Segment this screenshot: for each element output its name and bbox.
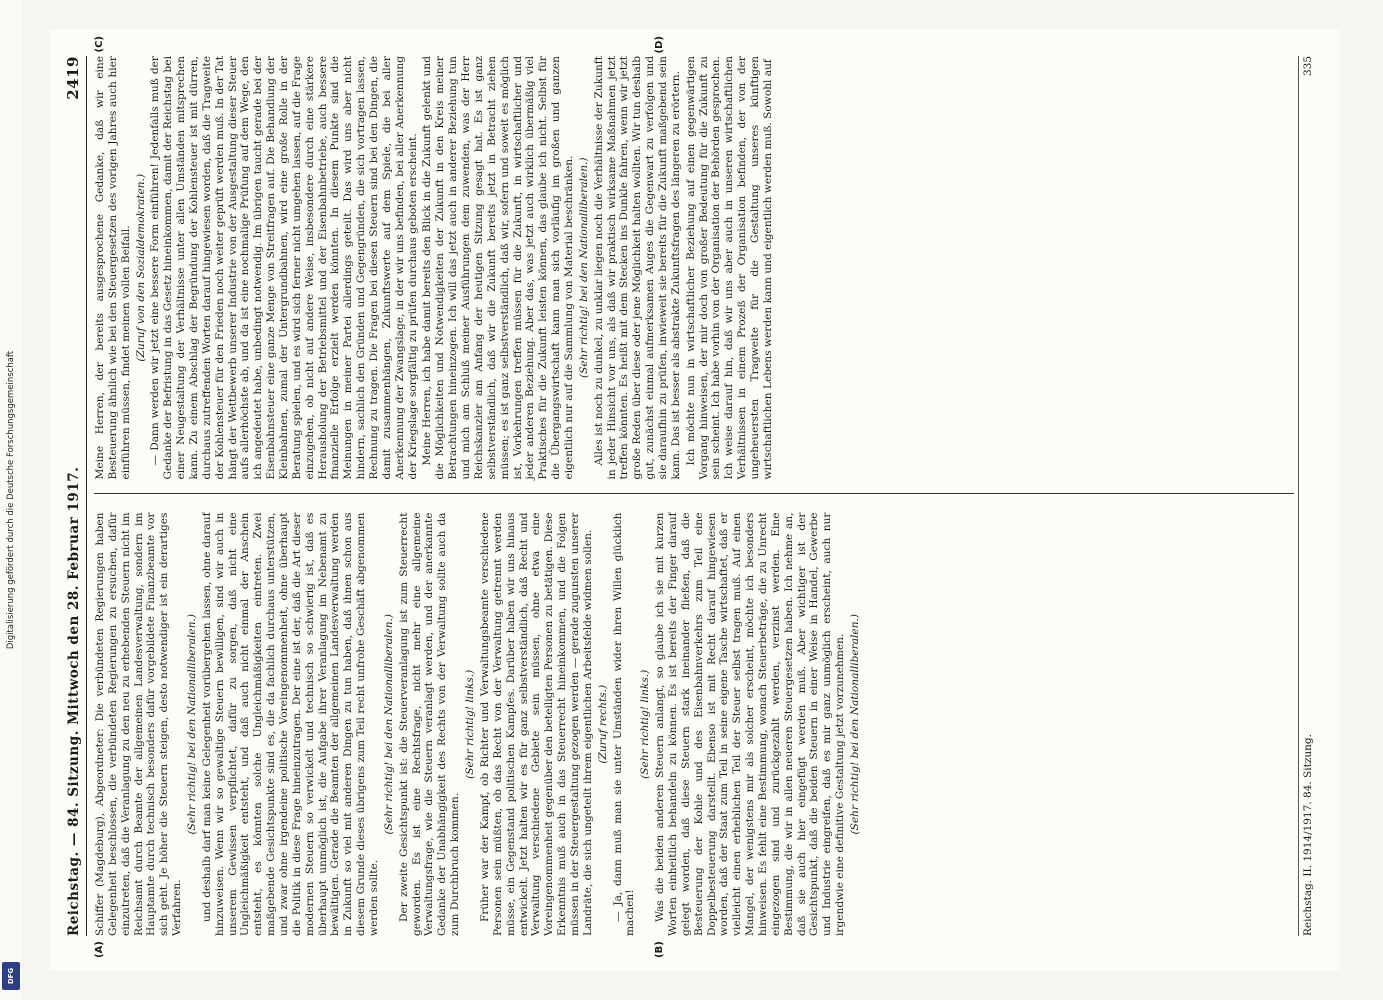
- paragraph: Alles ist noch zu dunkel, zu unklar liegen noch die Verhältnisse der Zukunft in jeder Hinsicht vor uns, als daß wir praktisch wirksame Maßnahmen jetzt treffen könnten. Es heißt mit dem Stecken ins Dunkle fahren, wenn wir jetzt große Reden über diese oder jene Möglichkeit halten wollten. Wir tun deshalb gut, zunächst einmal aufmerksamen Auges die Gegenwart zu verfolgen und sie daraufhin zu prüfen, inwieweit sie bereits für die Zukunft maßgebend sein kann. Das ist besser als abstrakte Zukunftsfragen des längeren zu erörtern.: [592, 56, 682, 480]
- page-footer: [1298, 56, 1314, 936]
- paragraph: und deshalb darf man keine Gelegenheit vorübergehen lassen, ohne darauf hinzuweisen. Wenn wir so gewaltige Steuern bewilligen, sind wir auch in unserem Gewissen verpflichtet, dafür zu sorgen, daß nicht eine Ungleichmäßigkeit entsteht, und daß auch nicht einmal der Anschein entsteht, es könnten solche Ungleichmäßigkeiten eintreten. Zwei maßgebende Gesichtspunkte sind es, die da fachlich durchaus unterstützen, und zwar ohne irgendeine politische Voreingenommenheit, ohne überhaupt die Politik in diese Frage hineinzutragen. Der eine ist der, daß die Art dieser modernen Steuern so verwickelt und technisch so schwierig ist, daß es überhaupt unmöglich ist, die Aufgabe ihrer Veranlagung im Nebenamt zu bewältigen. Gerade die Beamten der allgemeinen Landesverwaltung werden in Zukunft so viel mit anderen Dingen zu tun haben, daß ihnen schon aus diesem Grunde dieses übrigens zum Teil recht unfrohe Geschäft abgenommen werden sollte.: [200, 512, 381, 936]
- paragraph: — Ja, dann muß man sie unter Umständen wider ihren Willen glücklich machen!: [611, 512, 637, 936]
- paragraph: Meine Herren, der bereits ausgesprochene Gedanke, daß wir eine Besteuerung ähnlich wie bei den Steuergesetzen des vorigen Jahres auch hier einführen müssen, findet meinen vollen Beifall.: [94, 56, 132, 480]
- paragraph: Früher war der Kampf, ob Richter und Verwaltungsbeamte verschiedene Personen sein müßten, ob das Recht von der Verwaltung getrennt werden müsse, ein Gegenstand politischen Kampfes. Darüber haben wir uns hinaus entwickelt. Jetzt halten wir es für ganz selbstverständlich, daß Recht und Verwaltung verschiedene Gebiete sein müssen, ohne etwa eine Voreingenommenheit gegenüber den beteiligten Personen zu betätigen. Diese Erkenntnis muß auch in das Steuerrecht hineinkommen, und die Folgen müssen in der Steuergestaltung gezogen werden — gerade zugunsten unserer Landräte, die sich ungeteilt ihrem eigentlichen Arbeitsfelde widmen sollen.: [478, 512, 594, 936]
- page-number: 2419: [64, 56, 82, 100]
- margin-mark-a: (A): [94, 941, 105, 958]
- dfg-logo: [2, 962, 20, 990]
- digitization-notice: Digitalisierung gefördert durch die Deutsche Forschungsgemeinschaft: [6, 350, 16, 650]
- page-header: [64, 56, 87, 936]
- footer-session: Reichstag. II. 1914/1917. 84. Sitzung.: [1302, 734, 1314, 936]
- paragraph: Schiffer (Magdeburg), Abgeordneter: Die verbündeten Regierungen haben Gelegenheit beschlossen, die verbündeten Regierungen zu ersuchen, dafür einzutreten, daß die Veranlagung zu den neu zu erhebenden Steuern nicht im Reichsamt durch Beamte der allgemeinen Landesverwaltung, sondern im Hauptamte durch technisch besonders dafür vorgebildete Finanzbeamte vor sich geht. Je höher die Steuern steigen, desto notwendiger ist ein derartiges Verfahren.: [94, 512, 184, 936]
- paragraph: Ich möchte nun in wirtschaftlicher Beziehung auf einen gegenwärtigen Vorgang hinweisen, der mir doch von großer Bedeutung für die Zukunft zu sein scheint. Ich habe vorhin von der Organisation der Behörden gesprochen. Ich weise darauf hin, daß wir uns aber auch in unseren wirtschaftlichen Verhältnissen in einem Prozeß der Organisation befinden, der von der ungeheuersten Tragweite für die Gestaltung unseres künftigen wirtschaftlichen Lebens werden kann und eigentlich werden muß. Sowohl auf: [684, 56, 774, 480]
- right-column: [94, 36, 1294, 495]
- interjection: (Zuruf rechts.): [596, 684, 609, 764]
- interjection: (Sehr richtig! bei den Nationalliberalen.): [186, 613, 199, 835]
- margin-mark-b: (B): [654, 941, 665, 958]
- interjection: (Sehr richtig! bei den Nationalliberalen.): [577, 157, 590, 379]
- running-title: Reichstag. — 84. Sitzung. Mittwoch den 28. Februar 1917.: [66, 466, 82, 936]
- text-columns: [94, 36, 1294, 958]
- paragraph: Der zweite Gesichtspunkt ist: die Steuerveranlagung ist zum Steuerrecht geworden. Es ist eine Rechtsfrage, nicht mehr eine allgemeine Verwaltungsfrage, wie die Steuern veranlagt werden, und der anerkannte Gedanke der Unabhängigkeit des Rechts von der Verwaltung sollte auch da zum Durchbruch kommen.: [397, 512, 462, 936]
- footer-page-number: 335: [1302, 56, 1314, 77]
- interjection: (Sehr richtig! links.): [639, 669, 652, 779]
- margin-mark-d: (D): [654, 36, 665, 54]
- paragraph: — Dann werden wir jetzt eine bessere Form einführen! Jedenfalls muß der Gedanke der Befristung in das Gesetz hineinkommen, damit der Reichstag bei einer Neugestaltung der Verhältnisse unter allen Umständen mitsprechen kann. Zu einem Abschlag der Begründung der Kohlensteuer ist mit dürren, durchaus zutreffenden Worten darauf hingewiesen worden, daß die Tragweite der Kohlensteuer für den Frieden noch weiter geprüft werden muß. In der Tat hängt der Wettbewerb unserer Industrie von der Ausgestaltung dieser Steuer aufs allerhöchste ab, und da ist eine nochmalige Prüfung auf dem Wege, den ich angedeutet habe, unbedingt notwendig. Im übrigen taucht gerade bei der Eisenbahnsteuer eine ganze Menge von Streitfragen auf. Die Behandlung der Kleinbahnen, zumal der Untergrundbahnen, wird eine große Rolle in der Beratung spielen, und es wird sich ferner nicht umgehen lassen, auf die Frage einzugehen, ob nicht auf andere Weise, insbesondere durch eine stärkere Herausholung der Betriebsmittel und der Eisenbahnbetriebe, auch bessere finanzielle Erfolge erzielt werden könnten. In diesem Punkte sind die Meinungen in meiner Partei allerdings geteilt. Das wird uns aber nicht hindern, sachlich den Gründen und Gegengründen, die sich vortragen lassen, Rechnung zu tragen. Die Fragen bei diesen Steuern sind bei den Dingen, die damit zusammenhängen, Zukunftswerte auf dem Spiele, die bei aller Anerkennung der Zwangslage, in der wir uns befinden, bei aller Anerkennung der Kriegslage sorgfältig zu prüfen durchaus geboten erscheint.: [149, 56, 419, 480]
- interjection: (Sehr richtig! links.): [464, 669, 477, 779]
- interjection: (Sehr richtig! bei den Nationalliberalen.): [848, 613, 861, 835]
- scanned-page: [50, 30, 1340, 970]
- paragraph: Was die beiden anderen Steuern anlangt, so glaube ich sie mit kurzen Worten einheitlich behandeln zu können. Es ist bereits der Finger darauf gelegt worden, daß diese Steuern stark ineinander fließen, daß die Besteuerung der Kohle und des Eisenbahnverkehrs zum Teil eine Doppelbesteuerung darstellt. Ebenso ist mit Recht darauf hingewiesen worden, daß der Staat zum Teil in seine eigene Tasche wirtschaftet, daß er vielleicht einen erheblichen Teil der Steuer selbst tragen muß. Auf einen Mangel, der wenigstens mir als solcher erscheint, möchte ich besonders hinweisen. Es fehlt eine Bestimmung, wonach Steuerbeträge, die zu Unrecht eingezogen sind und zurückgezahlt werden, verzinst werden. Eine Bestimmung, die wir in allen neueren Steuergesetzen haben. Ich nehme an, daß sie auch hier eingefügt werden muß. Aber wichtiger ist der Gesichtspunkt, daß die beiden Steuern in einer Weise in Handel, Gewerbe und Industrie eingreifen, daß es mir ganz unmöglich erscheint, auch nur irgendwie eine definitive Gestaltung jetzt vorzunehmen.: [654, 512, 847, 936]
- paragraph: Meine Herren, ich habe damit bereits den Blick in die Zukunft gelenkt und die Möglichkeiten und Notwendigkeiten der Zukunft in den Kreis meiner Betrachtungen hineinzogen. Ich will das jetzt auch in anderer Beziehung tun und mich am Schluß meiner Ausführungen dem zuwenden, was der Herr Reichskanzler am Anfang der heutigen Sitzung gesagt hat. Es ist ganz selbstverständlich, daß wir die Zukunft bereits jetzt in Betracht ziehen müssen; es ist ganz selbstverständlich, daß wir, sofern und soweit es möglich ist, Vorkehrungen treffen müssen für die Zukunft, in wirtschaftlicher und jeder anderen Beziehung. Aber das, was jetzt auch wirklich übermäßig viel Praktisches für die Zukunft leisten können, das glaube ich nicht. Selbst für die Übergangswirtschaft kann man sich vorläufig im großen und ganzen eigentlich nur auf die Sammlung von Material beschränken.: [421, 56, 575, 480]
- digitization-strip: [0, 0, 22, 1000]
- dfg-logo-text: DFG: [7, 967, 15, 985]
- margin-mark-c: (C): [94, 36, 105, 53]
- left-column: [94, 512, 1294, 958]
- interjection: (Sehr richtig! bei den Nationalliberalen.): [382, 613, 395, 835]
- interjection: (Zuruf von den Sozialdemokraten.): [134, 173, 147, 362]
